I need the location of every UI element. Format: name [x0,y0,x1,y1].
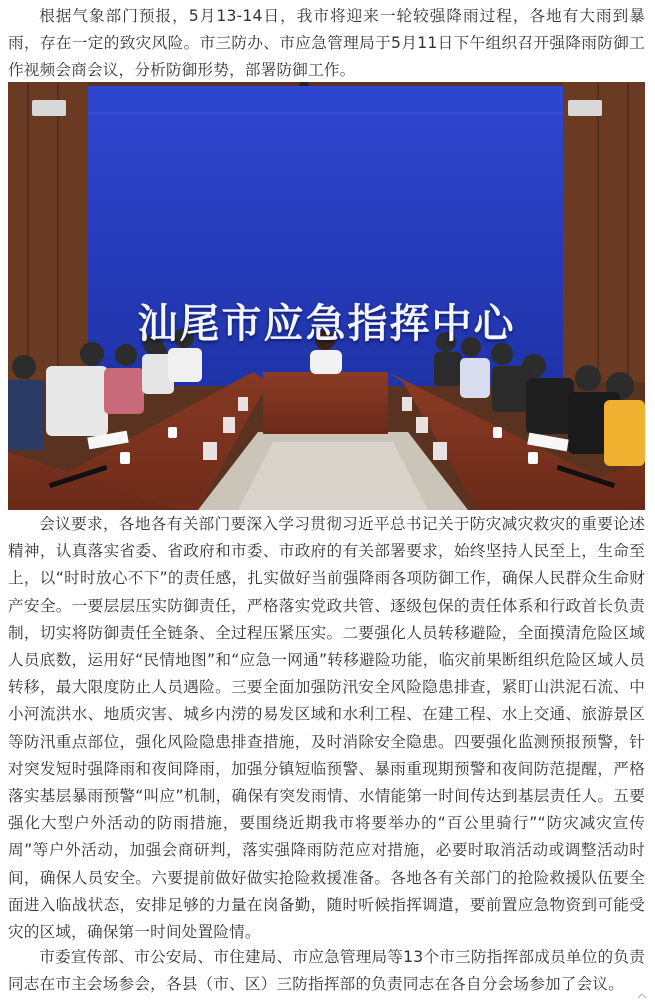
intro-paragraph: 根据气象部门预报，5月13-14日，我市将迎来一轮较强降雨过程，各地有大雨到暴雨，存在一定的致灾风险。市三防办、市应急管理局于5月11日下午组织召开强降雨防御工作视频会商会议，分析防御形势，部署防御工作。 [8,7,645,80]
watermark-icon [637,993,647,999]
closing-paragraph: 市委宣传部、市公安局、市住建局、市应急管理局等13个市三防指挥部成员单位的负责同志在市主会场参会，各县（市、区）三防指挥部的负责同志在各自分会场参加了会议。 [8,948,645,994]
meeting-photo [8,82,645,510]
banner-text: 汕尾市应急指挥中心 [137,301,516,347]
body-paragraph: 会议要求，各地各有关部门要深入学习贯彻习近平总书记关于防灾减灾救灾的重要论述精神，认真落实省委、省政府和市委、市政府的有关部署要求，始终坚持人民至上，生命至上，以“时时放心不下”的责任感，扎实做好当前强降雨各项防御工作，确保人民群众生命财产安全。一要层层压实防御责任，严格落实党政共管、逐级包保的责任体系和行政首长负责制，切实将防御责任全链条、全过程压紧压实。二要强化人员转移避险，全面摸清危险区域人员底数，运用好“民情地图”和“应急一网通”转移避险功能，临灾前果断组织危险区域人员转移，最大限度防止人员遇险。三要全面加强防汛安全风险隐患排查，紧盯山洪泥石流、中小河流洪水、地质灾害、城乡内涝的易发区域和水利工程、在建工程、水上交通、旅游景区等防汛重点部位，强化风险隐患排查措施，及时消除安全隐患。四要强化监测预报预警，针对突发短时强降雨和夜间降雨，加强分镇短临预警、暴雨重现期预警和夜间防范提醒，严格落实基层暴雨预警“叫应”机制，确保有突发雨情、水情能第一时间传达到基层责任人。五要强化大型户外活动的防雨措施，要围绕近期我市将要举办的“百公里骑行”“防灾减灾宣传周”等户外活动，加强会商研判，落实强降雨防范应对措施，必要时取消活动或调整活动时间，确保人员安全。六要提前做好做实抢险救援准备。各地各有关部门的抢险救援队伍要全面进入临战状态，安排足够的力量在岗备勤，随时听候指挥调遣，要前置应急物资到可能受灾的区域，确保第一时间处置险情。 [8,515,645,942]
